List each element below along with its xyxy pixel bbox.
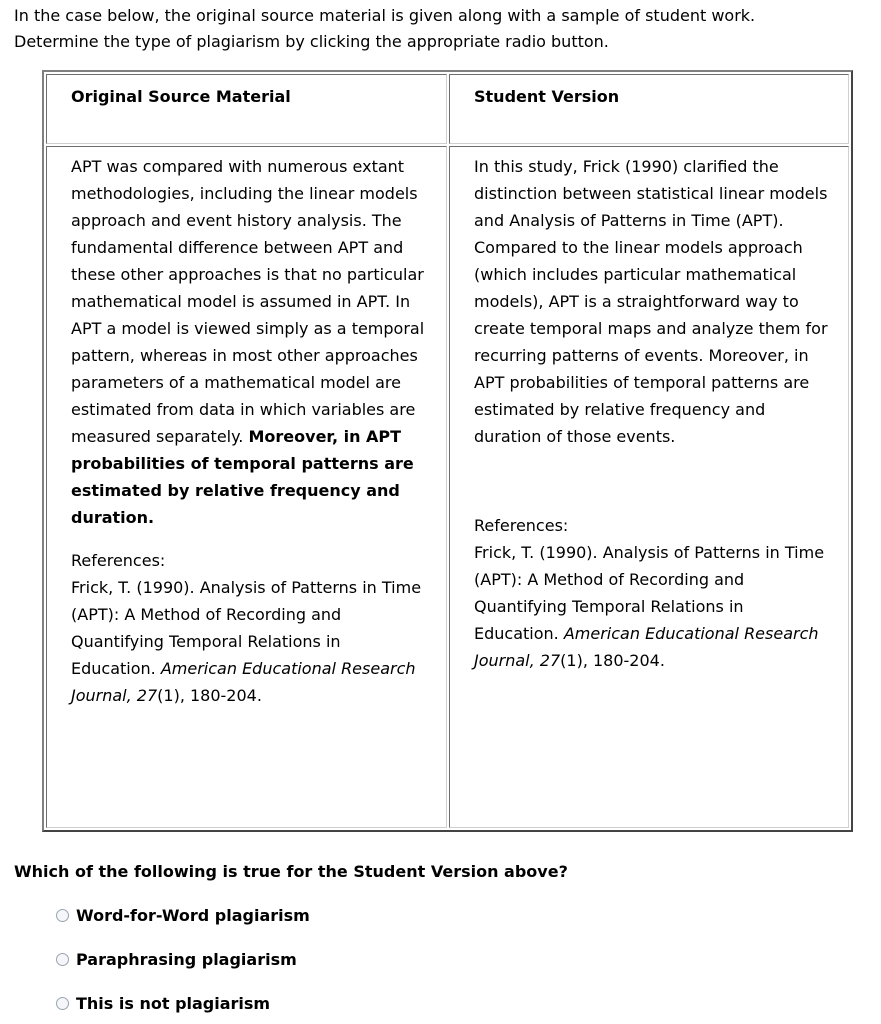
student-reference-issue: (1), 180-204. <box>560 651 665 670</box>
original-references-heading: References: <box>71 551 166 570</box>
student-reference-journal: American Educational Research Journal, 27 <box>474 624 819 670</box>
radio-not-plagiarism[interactable] <box>56 997 69 1010</box>
student-reference-authors: Frick, T. (1990). Analysis of Patterns in Time (APT): A Method of Recording and Quantifying Temporal Relations in Education. <box>474 543 825 643</box>
original-source-cell <box>46 146 447 828</box>
original-passage <box>71 153 426 531</box>
instructions <box>14 3 864 55</box>
option-word-for-word[interactable] <box>56 903 310 929</box>
comparison-table <box>42 70 853 832</box>
student-version-text <box>474 153 829 674</box>
question-prompt: Which of the following is true for the Student Version above? <box>14 862 568 881</box>
student-header: Student Version <box>474 87 620 106</box>
instructions-line-2: Determine the type of plagiarism by clicking the appropriate radio button. <box>14 32 609 51</box>
student-version-cell <box>449 146 849 828</box>
original-header: Original Source Material <box>71 87 291 106</box>
option-label-not-plagiarism[interactable]: This is not plagiarism <box>76 994 271 1013</box>
original-reference-journal: American Educational Research Journal, 27 <box>71 659 416 705</box>
option-paraphrasing[interactable] <box>56 947 297 973</box>
student-reference <box>474 539 829 674</box>
student-passage: In this study, Frick (1990) clarified the distinction between statistical linear models and Analysis of Patterns in Time (APT). Compared to the linear models approach (which includes particular mathematical models), APT is a straightforward way to create temporal maps and analyze them for recurring patterns of events. Moreover, in APT probabilities of temporal patterns are estimated by relative frequency and duration of those events. <box>474 157 828 446</box>
original-reference-issue: (1), 180-204. <box>157 686 262 705</box>
original-source-text <box>71 153 426 709</box>
original-reference-authors: Frick, T. (1990). Analysis of Patterns in Time (APT): A Method of Recording and Quantifying Temporal Relations in Education. <box>71 578 422 678</box>
option-label-paraphrasing[interactable]: Paraphrasing plagiarism <box>76 950 297 969</box>
student-header-cell <box>449 74 849 144</box>
radio-word-for-word[interactable] <box>56 909 69 922</box>
original-reference <box>71 574 426 709</box>
student-references-heading: References: <box>474 516 569 535</box>
option-label-word-for-word[interactable]: Word-for-Word plagiarism <box>76 906 310 925</box>
original-passage-bold: Moreover, in APT probabilities of temporal patterns are estimated by relative frequency and duration. <box>71 427 414 527</box>
option-not-plagiarism[interactable] <box>56 991 270 1017</box>
instructions-line-1: In the case below, the original source material is given along with a sample of student work. <box>14 6 756 25</box>
original-passage-normal: APT was compared with numerous extant methodologies, including the linear models approach and event history analysis. The fundamental difference between APT and these other approaches is that no particular mathematical model is assumed in APT. In APT a model is viewed simply as a temporal pattern, whereas in most other approaches parameters of a mathematical model are estimated from data in which variables are measured separately. <box>71 157 425 446</box>
original-header-cell <box>46 74 447 144</box>
radio-paraphrasing[interactable] <box>56 953 69 966</box>
